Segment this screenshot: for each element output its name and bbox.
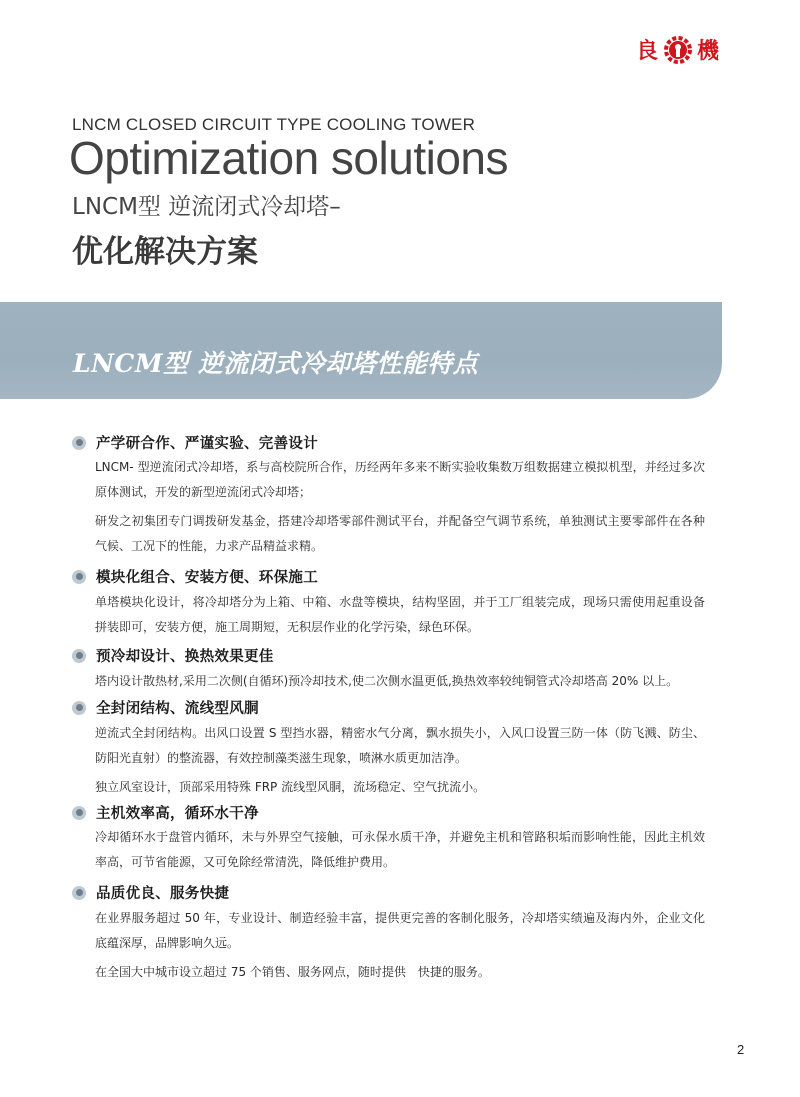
section-4-paragraph-1: 逆流式全封闭结构。出风口设置 S 型挡水器，精密水气分离，飘水损失小，入风口设置三防一体（防飞溅、防尘、防阳光直射）的整流器，有效控制藻类滋生现象，喷淋水质更加洁净。 [95,726,705,765]
section-title: 模块化组合、安装方便、环保施工 [96,569,318,586]
section-title: 主机效率高，循环水干净 [96,805,259,822]
section-3-paragraph-1: 塔内设计散热材,采用二次侧(自循环)预冷却技术,使二次侧水温更低,换热效率较纯铜管式冷却塔高 20% 以上。 [95,674,679,688]
header-subtitle-en: LNCM CLOSED CIRCUIT TYPE COOLING TOWER [72,115,476,134]
bullet-icon [72,886,86,900]
bullet-icon [72,570,86,584]
section-4-paragraph-2: 独立风室设计，顶部采用特殊 FRP 流线型风胴，流场稳定、空气扰流小。 [95,780,486,794]
logo-left-char: 良 [636,39,660,64]
bullet-icon [72,806,86,820]
section-5-heading [72,802,259,823]
section-5-paragraph-1: 冷却循环水于盘管内循环，未与外界空气接触，可永保水质干净，并避免主机和管路积垢而影响性能，因此主机效率高，可节省能源，又可免除经常清洗，降低维护费用。 [95,830,705,869]
section-1-paragraph-1: LNCM- 型逆流闭式冷却塔，系与高校院所合作，历经两年多来不断实验收集数万组数据建立模拟机型，并经过多次原体测试，开发的新型逆流闭式冷却塔； [95,460,705,499]
gear-emblem-icon [663,35,693,65]
section-1-heading [72,432,318,453]
section-title: 预冷却设计、换热效果更佳 [96,648,274,665]
section-1-paragraph-2: 研发之初集团专门调拨研发基金，搭建冷却塔零部件测试平台，并配备空气调节系统，单独测试主要零部件在各种气候、工况下的性能，力求产品精益求精。 [95,514,705,553]
section-2-paragraph-1: 单塔模块化设计，将冷却塔分为上箱、中箱、水盘等模块，结构坚固，并于工厂组装完成，现场只需使用起重设备拼装即可，安装方便，施工周期短，无积层作业的化学污染，绿色环保。 [95,595,705,634]
section-6-paragraph-2: 在全国大中城市设立超过 75 个销售、服务网点，随时提供 快捷的服务。 [95,965,490,979]
section-4-heading [72,697,259,718]
bullet-icon [72,649,86,663]
section-title: 全封闭结构、流线型风胴 [96,700,259,717]
section-6-heading [72,882,229,903]
page-number: 2 [737,1042,745,1057]
section-3-heading [72,645,274,666]
section-title: 品质优良、服务快捷 [96,885,230,902]
page-title-cn-line2: 优化解决方案 [72,234,258,270]
page-title-en: Optimization solutions [69,132,508,184]
page-title-cn-line1: LNCM型 逆流闭式冷却塔– [72,194,341,220]
bullet-icon [72,701,86,715]
section-2-heading [72,566,318,587]
section-title: 产学研合作、严谨实验、完善设计 [96,435,318,452]
bullet-icon [72,436,86,450]
section-6-paragraph-1: 在业界服务超过 50 年，专业设计、制造经验丰富，提供更完善的客制化服务，冷却塔实绩遍及海内外，企业文化底蕴深厚，品牌影响久远。 [95,911,705,950]
banner-title: LNCM型 逆流闭式冷却塔性能特点 [73,349,479,378]
logo-right-char: 機 [697,39,721,64]
brand-logo [636,34,720,65]
